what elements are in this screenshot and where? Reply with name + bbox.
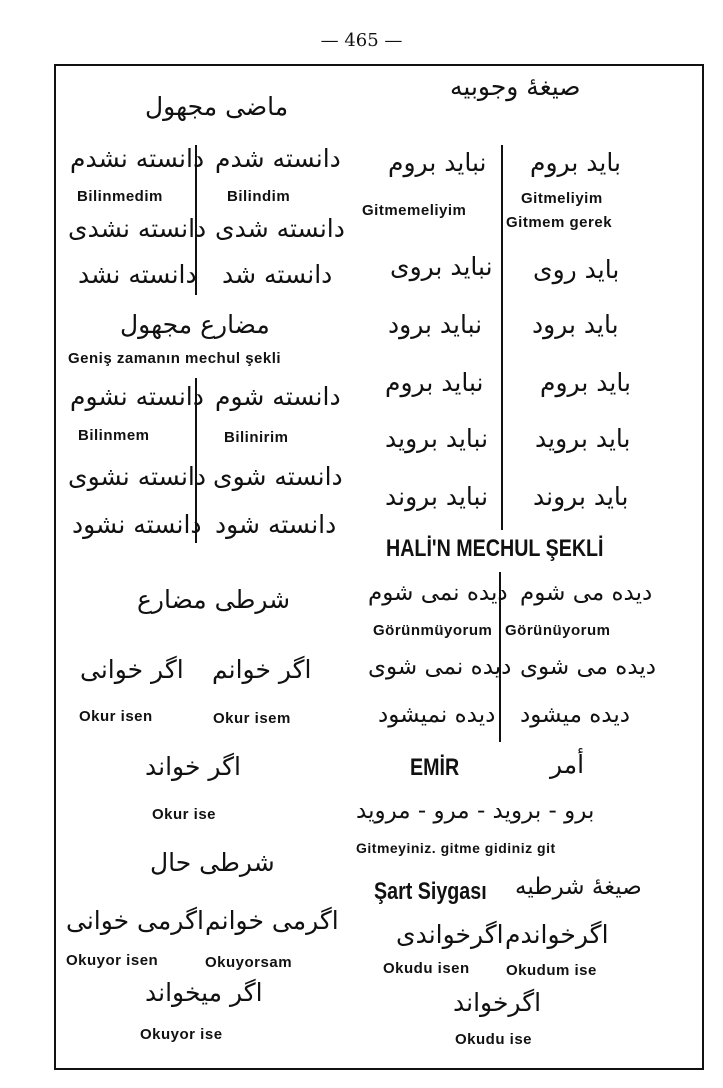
wujubiyya-neg-2: نبايد بروى xyxy=(390,252,493,281)
hal-pos-1: ديده مى شوم xyxy=(520,580,653,606)
wujubiyya-pos-3: بايد برود xyxy=(532,310,619,339)
sharti-hal-pos: اگرمى خوانم xyxy=(205,906,339,935)
page-number: — 465 — xyxy=(320,30,403,51)
madi-pos-1: دانسته شدم xyxy=(215,144,341,173)
wujubiyya-title: صيغهٔ وجوبيه xyxy=(450,72,581,101)
madi-neg-lat: Bilinmedim xyxy=(77,188,163,205)
mudari-neg-2: دانسته نشوى xyxy=(68,462,206,491)
mudari-title: مضارع مجهول xyxy=(120,310,270,339)
emir-arabic: أمر xyxy=(550,750,585,779)
wujubiyya-pos-5: بايد برويد xyxy=(535,424,631,453)
wujubiyya-neg-6: نبايد بروند xyxy=(385,482,489,511)
madi-pos-3: دانسته شد xyxy=(222,260,333,289)
sharti-mudari-pos-lat: Okur isem xyxy=(213,710,291,727)
sart-pos: اگرخواندم xyxy=(505,920,609,949)
mudari-pos-3: دانسته شود xyxy=(215,510,337,539)
mudari-neg-1: دانسته نشوم xyxy=(70,382,204,411)
sart-3-lat: Okudu ise xyxy=(455,1031,533,1048)
sharti-hal-neg: اگرمى خوانى xyxy=(66,906,204,935)
mudari-neg-lat: Bilinmem xyxy=(78,427,150,444)
wujubiyya-pos-lat-1: Gitmeliyim xyxy=(521,190,603,207)
wujubiyya-neg-5: نبايد برويد xyxy=(385,424,489,453)
sart-3: اگرخواند xyxy=(453,988,542,1017)
sharti-mudari-title: شرطى مضارع xyxy=(137,585,291,614)
madi-pos-lat: Bilindim xyxy=(227,188,291,205)
wujubiyya-neg-3: نبايد برود xyxy=(388,310,483,339)
sart-neg-lat: Okudu isen xyxy=(383,960,470,977)
hal-heading: HALİ'N MECHUL ŞEKLİ xyxy=(386,535,604,562)
hal-neg-3: ديده نميشود xyxy=(378,702,496,728)
sharti-mudari-pos: اگر خوانم xyxy=(212,655,312,684)
sharti-mudari-neg: اگر خوانى xyxy=(80,655,184,684)
sharti-hal-title: شرطى حال xyxy=(150,848,275,877)
hal-neg-1: ديده نمى شوم xyxy=(368,580,508,606)
emir-lat: Gitmeyiniz. gitme gidiniz git xyxy=(356,840,556,856)
sharti-mudari-3-lat: Okur ise xyxy=(152,806,217,823)
wujubiyya-pos-lat-2: Gitmem gerek xyxy=(506,214,613,231)
sart-heading: Şart Siygası xyxy=(374,878,487,905)
madi-neg-1: دانسته نشدم xyxy=(70,144,205,173)
hal-neg-lat: Görünmüyorum xyxy=(373,622,493,639)
wujubiyya-pos-4: بايد بروم xyxy=(540,368,631,397)
madi-neg-2: دانسته نشدى xyxy=(68,214,207,243)
sharti-hal-neg-lat: Okuyor isen xyxy=(66,952,159,969)
madi-neg-3: دانسته نشد xyxy=(78,260,197,289)
wujubiyya-pos-6: بايد بروند xyxy=(533,482,629,511)
madi-title: ماضى مجهول xyxy=(145,92,289,121)
emir-forms: برو - برويد - مرو - مرويد xyxy=(356,798,595,824)
mudari-pos-lat: Bilinirim xyxy=(224,429,289,446)
divider-wujubiyya xyxy=(501,145,503,530)
wujubiyya-neg-4: نبايد بروم xyxy=(385,368,484,397)
wujubiyya-pos-1: بايد بروم xyxy=(530,148,621,177)
mudari-caption: Geniş zamanın mechul şekli xyxy=(68,350,282,367)
mudari-pos-1: دانسته شوم xyxy=(215,382,341,411)
sart-neg: اگرخواندى xyxy=(396,920,504,949)
sharti-mudari-neg-lat: Okur isen xyxy=(79,708,153,725)
sharti-hal-3: اگر ميخواند xyxy=(145,978,263,1007)
hal-pos-2: ديده مى شوى xyxy=(520,654,657,680)
mudari-pos-2: دانسته شوى xyxy=(213,462,343,491)
sharti-hal-pos-lat: Okuyorsam xyxy=(205,954,293,971)
wujubiyya-pos-2: بايد روى xyxy=(533,255,620,284)
emir-heading: EMİR xyxy=(410,754,460,781)
wujubiyya-neg-lat: Gitmemeliyim xyxy=(362,202,467,219)
hal-pos-3: ديده ميشود xyxy=(520,702,630,728)
sharti-mudari-3: اگر خواند xyxy=(145,752,241,781)
hal-pos-lat: Görünüyorum xyxy=(505,622,611,639)
hal-neg-2: ديده نمى شوى xyxy=(368,654,512,680)
mudari-neg-3: دانسته نشود xyxy=(72,510,202,539)
sharti-hal-3-lat: Okuyor ise xyxy=(140,1026,223,1043)
sart-arabic: صيغهٔ شرطيه xyxy=(515,874,642,900)
sart-pos-lat: Okudum ise xyxy=(506,962,597,979)
wujubiyya-neg-1: نبايد بروم xyxy=(388,148,487,177)
madi-pos-2: دانسته شدى xyxy=(215,214,345,243)
